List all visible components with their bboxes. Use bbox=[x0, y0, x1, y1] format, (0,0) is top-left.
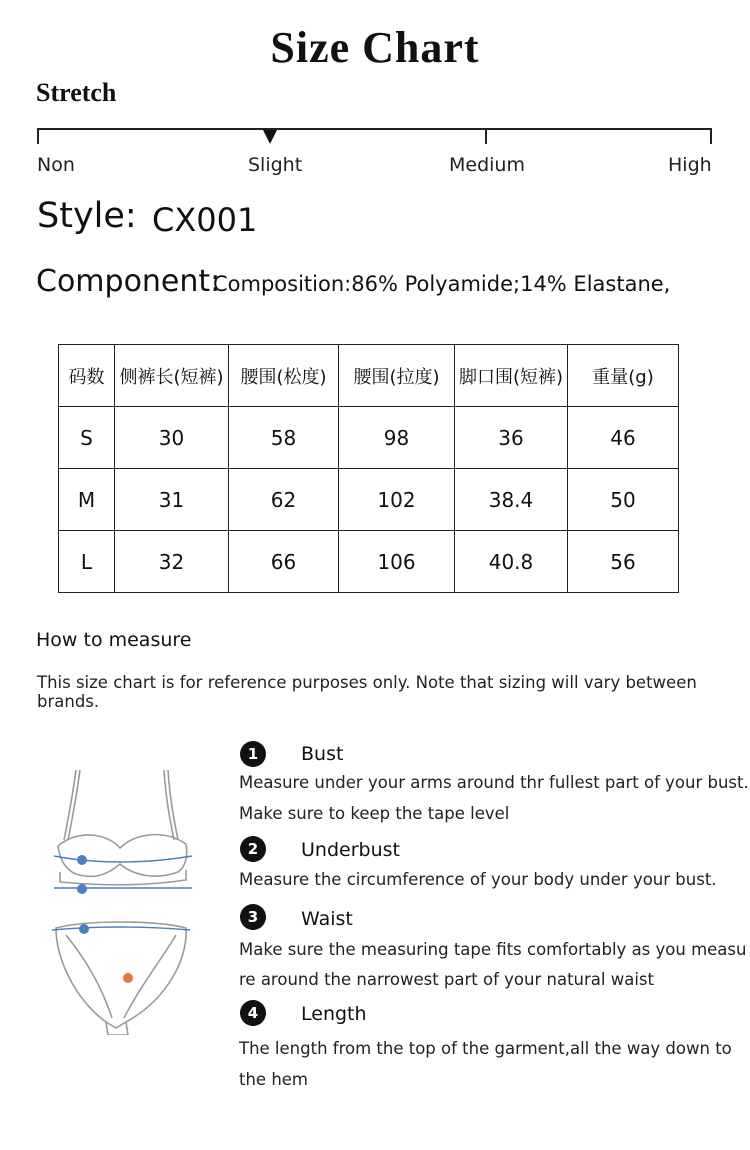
bust-line-2: Make sure to keep the tape level bbox=[239, 804, 510, 823]
underbust-heading: Underbust bbox=[301, 839, 400, 861]
stretch-tick-non bbox=[37, 128, 39, 144]
table-cell: 38.4 bbox=[455, 469, 568, 531]
table-header: 脚口围(短裤) bbox=[455, 345, 568, 407]
table-cell: 31 bbox=[115, 469, 229, 531]
underbust-line-1: Measure the circumference of your body under your bust. bbox=[239, 870, 717, 889]
stretch-level-non: Non bbox=[37, 154, 75, 176]
table-cell: 56 bbox=[568, 531, 679, 593]
bust-line-1: Measure under your arms around thr fullest part of your bust. bbox=[239, 773, 749, 792]
table-row bbox=[59, 469, 679, 531]
table-header: 腰围(拉度) bbox=[339, 345, 455, 407]
step-2-icon: 2 bbox=[240, 836, 266, 862]
waist-line-2: re around the narrowest part of your natural waist bbox=[239, 970, 654, 989]
stretch-scale-line bbox=[37, 128, 712, 130]
table-cell: S bbox=[59, 407, 115, 469]
table-cell: 36 bbox=[455, 407, 568, 469]
table-cell: 50 bbox=[568, 469, 679, 531]
table-cell: 66 bbox=[229, 531, 339, 593]
table-cell: 106 bbox=[339, 531, 455, 593]
stretch-level-slight: Slight bbox=[248, 154, 303, 176]
waist-heading: Waist bbox=[301, 908, 353, 930]
component-label: Component: bbox=[36, 264, 221, 299]
length-line-1: The length from the top of the garment,all the way down to bbox=[239, 1039, 732, 1058]
table-cell: 98 bbox=[339, 407, 455, 469]
stretch-level-high: High bbox=[668, 154, 712, 176]
table-cell: L bbox=[59, 531, 115, 593]
stretch-label: Stretch bbox=[36, 78, 117, 107]
how-to-measure-heading: How to measure bbox=[36, 629, 192, 651]
table-cell: 30 bbox=[115, 407, 229, 469]
length-heading: Length bbox=[301, 1003, 367, 1025]
style-value: CX001 bbox=[152, 201, 258, 239]
step-1-icon: 1 bbox=[240, 741, 266, 767]
page-title: Size Chart bbox=[270, 23, 480, 72]
table-header: 重量(g) bbox=[568, 345, 679, 407]
table-cell: 102 bbox=[339, 469, 455, 531]
table-cell: 32 bbox=[115, 531, 229, 593]
table-row bbox=[59, 407, 679, 469]
table-header: 侧裤长(短裤) bbox=[115, 345, 229, 407]
table-cell: M bbox=[59, 469, 115, 531]
style-label: Style: bbox=[37, 196, 137, 236]
step-3-icon: 3 bbox=[240, 904, 266, 930]
stretch-tick-medium bbox=[485, 128, 487, 144]
step-4-icon: 4 bbox=[240, 1000, 266, 1026]
table-header: 腰围(松度) bbox=[229, 345, 339, 407]
table-header: 码数 bbox=[59, 345, 115, 407]
length-line-2: the hem bbox=[239, 1070, 309, 1089]
garment-illustration bbox=[46, 760, 216, 1035]
waist-line-1: Make sure the measuring tape fits comfortably as you measu bbox=[239, 940, 747, 959]
table-cell: 46 bbox=[568, 407, 679, 469]
component-value: Composition:86% Polyamide;14% Elastane, bbox=[213, 272, 671, 296]
table-cell: 62 bbox=[229, 469, 339, 531]
table-header-row bbox=[59, 345, 679, 407]
reference-note: This size chart is for reference purposes only. Note that sizing will vary between brands. bbox=[37, 673, 697, 711]
table-cell: 58 bbox=[229, 407, 339, 469]
table-cell: 40.8 bbox=[455, 531, 568, 593]
size-table bbox=[58, 344, 679, 593]
bust-heading: Bust bbox=[301, 743, 344, 765]
stretch-pointer-icon bbox=[263, 130, 277, 144]
stretch-level-medium: Medium bbox=[449, 154, 525, 176]
table-row bbox=[59, 531, 679, 593]
stretch-tick-high bbox=[710, 128, 712, 144]
